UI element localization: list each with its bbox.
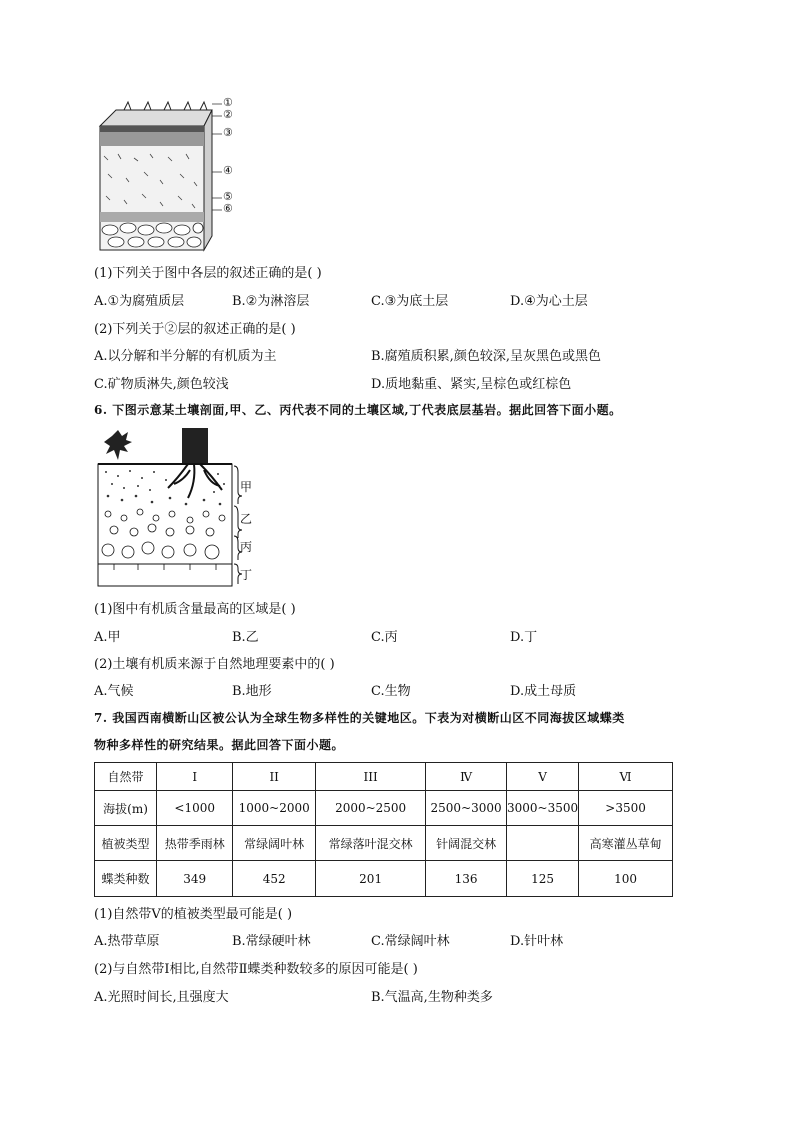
table-cell: 蝶类种数 — [95, 861, 157, 897]
table-cell: 常绿阔叶林 — [233, 826, 316, 861]
table-cell: 100 — [579, 861, 673, 897]
fig1-label-3: ③ — [223, 126, 233, 139]
q6-fig-label-ding: 丁 — [240, 568, 253, 582]
table-cell: 349 — [157, 861, 233, 897]
q7-sub1-option-c[interactable]: C.常绿阔叶林 — [371, 934, 450, 949]
q7-sub1-option-b[interactable]: B.常绿硬叶林 — [232, 934, 311, 949]
table-cell: 3000~3500 — [507, 791, 579, 826]
table-cell: III — [316, 763, 426, 791]
q5-sub1-option-a[interactable]: A.①为腐殖质层 — [94, 294, 185, 309]
q6-title: 6. 下图示意某土壤剖面,甲、乙、丙代表不同的土壤区域,丁代表底层基岩。据此回答下面小题。 — [94, 403, 622, 417]
fig1-label-1: ① — [223, 96, 233, 109]
q5-sub1-option-b[interactable]: B.②为淋溶层 — [232, 294, 310, 309]
q6-sub1-stem: (1)图中有机质含量最高的区域是( ) — [94, 602, 296, 617]
q6-sub1-option-a[interactable]: A.甲 — [94, 630, 121, 645]
q6-sub1-option-b[interactable]: B.乙 — [232, 630, 259, 645]
q7-sub1-stem: (1)自然带Ⅴ的植被类型最可能是( ) — [94, 907, 293, 922]
q6-fig-label-yi: 乙 — [240, 512, 253, 526]
q5-sub2-option-b[interactable]: B.腐殖质积累,颜色较深,呈灰黑色或黑色 — [371, 349, 601, 364]
table-cell: 自然带 — [95, 763, 157, 791]
table-cell: 常绿落叶混交林 — [316, 826, 426, 861]
table-cell: 2000~2500 — [316, 791, 426, 826]
table-cell: 201 — [316, 861, 426, 897]
fig1-label-6: ⑥ — [223, 202, 233, 215]
q5-sub1-option-d[interactable]: D.④为心土层 — [510, 294, 588, 309]
q6-sub1-option-c[interactable]: C.丙 — [371, 630, 398, 645]
q6-sub2-stem: (2)土壤有机质来源于自然地理要素中的( ) — [94, 657, 335, 672]
q5-sub1-option-c[interactable]: C.③为底土层 — [371, 294, 449, 309]
butterfly-diversity-table — [94, 762, 673, 897]
q6-sub1-option-d[interactable]: D.丁 — [510, 630, 538, 645]
table-row — [95, 763, 673, 791]
table-cell: 热带季雨林 — [157, 826, 233, 861]
q7-sub2-option-b[interactable]: B.气温高,生物种类多 — [371, 990, 493, 1005]
q5-sub2-option-c[interactable]: C.矿物质淋失,颜色较浅 — [94, 377, 229, 392]
q6-sub2-option-b[interactable]: B.地形 — [232, 684, 272, 699]
table-cell: 高寒灌丛草甸 — [579, 826, 673, 861]
table-cell: 125 — [507, 861, 579, 897]
table-cell: 2500~3000 — [426, 791, 507, 826]
table-cell: 1000~2000 — [233, 791, 316, 826]
q6-fig-label-bing: 丙 — [240, 540, 253, 554]
q6-sub2-option-c[interactable]: C.生物 — [371, 684, 411, 699]
q6-sub2-option-d[interactable]: D.成土母质 — [510, 684, 577, 699]
q5-sub2-option-d[interactable]: D.质地黏重、紧实,呈棕色或红棕色 — [371, 377, 572, 392]
q5-sub2-option-a[interactable]: A.以分解和半分解的有机质为主 — [94, 349, 277, 364]
table-cell: 植被类型 — [95, 826, 157, 861]
fig1-label-2: ② — [223, 108, 233, 121]
q6-fig-label-jia: 甲 — [240, 480, 253, 494]
table-row — [95, 791, 673, 826]
table-cell: I — [157, 763, 233, 791]
q7-sub1-option-d[interactable]: D.针叶林 — [510, 934, 564, 949]
table-cell: Ⅵ — [579, 763, 673, 791]
table-cell — [507, 826, 579, 861]
q5-sub2-stem: (2)下列关于②层的叙述正确的是( ) — [94, 322, 296, 337]
soil-profile-block-figure — [94, 96, 244, 256]
table-cell: >3500 — [579, 791, 673, 826]
table-cell: 452 — [233, 861, 316, 897]
table-cell: Ⅴ — [507, 763, 579, 791]
q7-title-line2: 物种多样性的研究结果。据此回答下面小题。 — [94, 738, 345, 752]
table-row — [95, 826, 673, 861]
q7-sub1-option-a[interactable]: A.热带草原 — [94, 934, 160, 949]
soil-section-figure — [94, 426, 264, 590]
fig1-label-5: ⑤ — [223, 190, 233, 203]
q5-sub1-stem: (1)下列关于图中各层的叙述正确的是( ) — [94, 266, 322, 281]
table-cell: Ⅳ — [426, 763, 507, 791]
table-cell: 海拔(m) — [95, 791, 157, 826]
table-cell: <1000 — [157, 791, 233, 826]
q7-sub2-option-a[interactable]: A.光照时间长,且强度大 — [94, 990, 229, 1005]
fig1-label-4: ④ — [223, 164, 233, 177]
q7-title-line1: 7. 我国西南横断山区被公认为全球生物多样性的关键地区。下表为对横断山区不同海拔区域蝶类 — [94, 711, 625, 725]
q6-sub2-option-a[interactable]: A.气候 — [94, 684, 134, 699]
table-cell: 136 — [426, 861, 507, 897]
table-cell: 针阔混交林 — [426, 826, 507, 861]
q7-sub2-stem: (2)与自然带Ⅰ相比,自然带Ⅱ蝶类种数较多的原因可能是( ) — [94, 962, 418, 977]
table-row — [95, 861, 673, 897]
table-cell: II — [233, 763, 316, 791]
